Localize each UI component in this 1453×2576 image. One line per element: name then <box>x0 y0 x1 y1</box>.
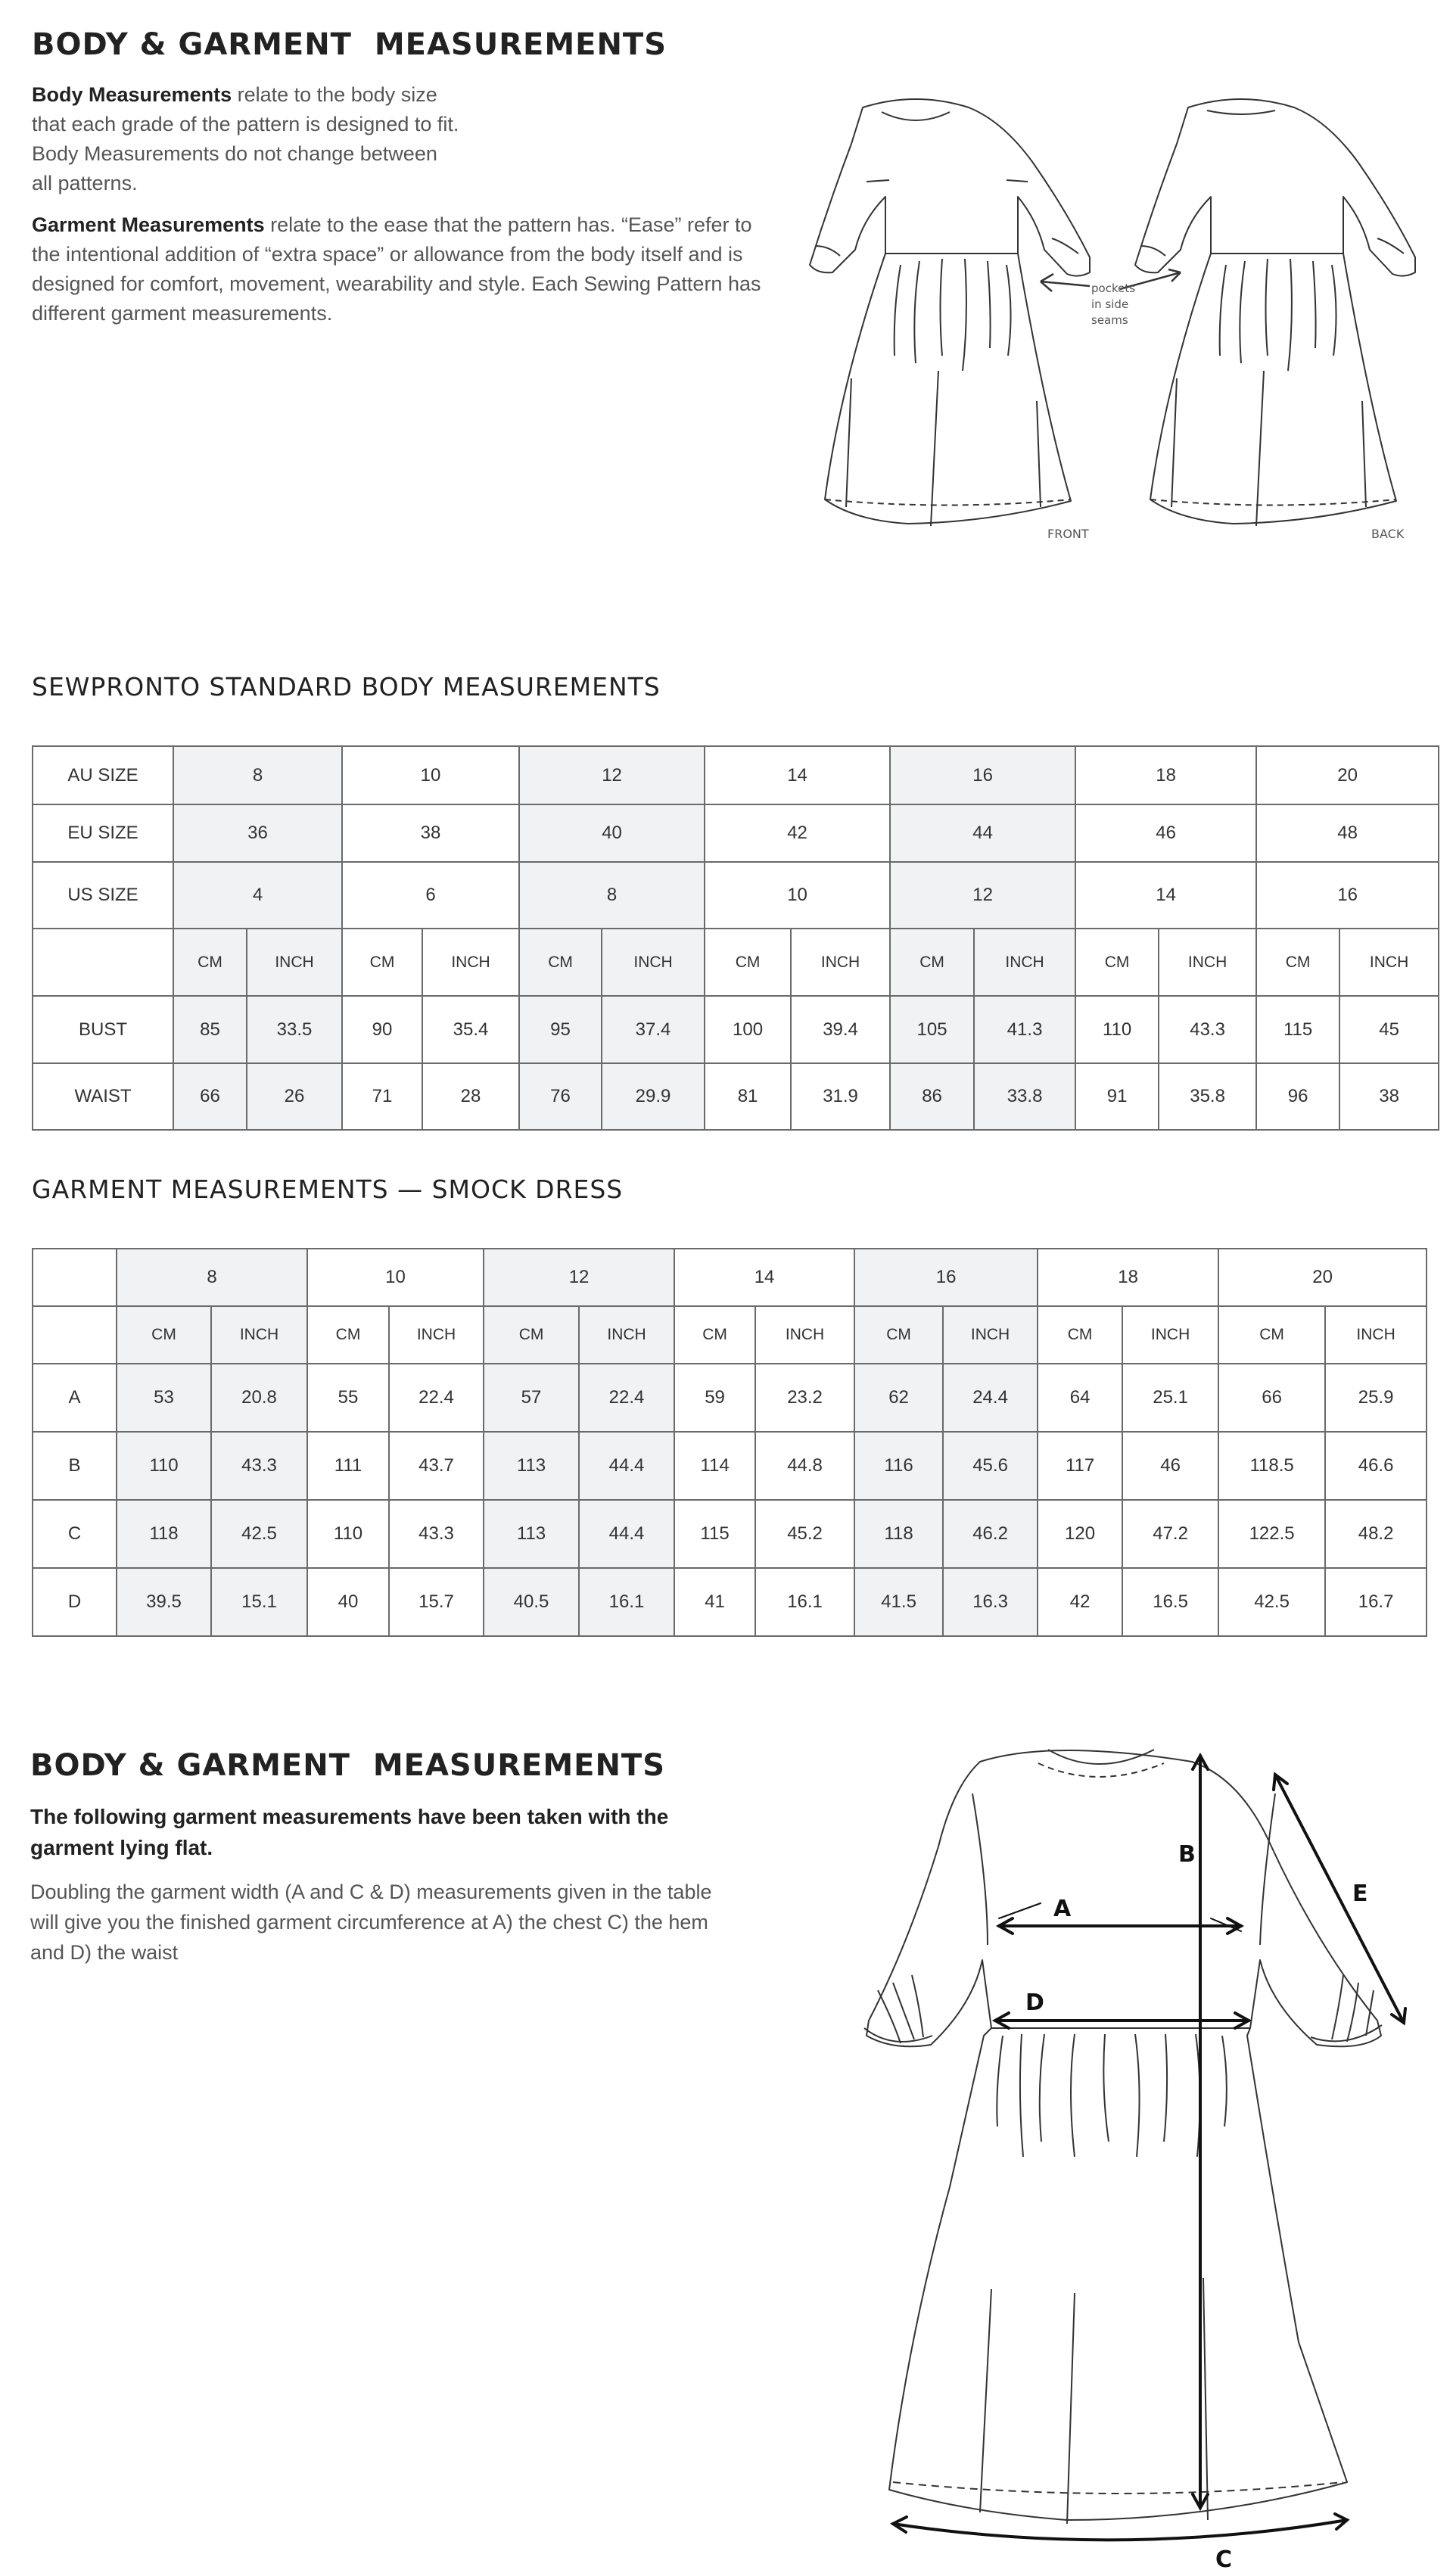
value-cell: 37.4 <box>602 996 705 1063</box>
size-cell: 8 <box>117 1249 307 1306</box>
unit-cell: CM <box>484 1306 579 1364</box>
row-label: AU SIZE <box>33 746 173 804</box>
size-cell: 48 <box>1256 804 1439 862</box>
value-cell: 120 <box>1038 1500 1122 1568</box>
size-cell: 18 <box>1038 1249 1218 1306</box>
value-cell: 44.4 <box>579 1500 674 1568</box>
unit-cell: CM <box>890 929 974 996</box>
value-cell: 96 <box>1256 1063 1339 1130</box>
section-title-2: BODY & GARMENT MEASUREMENTS <box>30 1748 666 1783</box>
value-cell: 16.3 <box>943 1568 1038 1636</box>
value-cell: 15.7 <box>389 1568 484 1636</box>
value-cell: 45 <box>1339 996 1439 1063</box>
size-cell: 20 <box>1256 746 1439 804</box>
size-cell: 20 <box>1218 1249 1427 1306</box>
value-cell: 110 <box>1075 996 1159 1063</box>
size-cell: 42 <box>705 804 890 862</box>
value-cell: 31.9 <box>791 1063 890 1130</box>
value-cell: 57 <box>484 1364 579 1432</box>
measurement-row-b <box>33 1432 1427 1500</box>
value-cell: 115 <box>1256 996 1339 1063</box>
value-cell: 42.5 <box>1218 1568 1325 1636</box>
body-measurements-label: Body Measurements <box>32 83 232 106</box>
blank-cell <box>33 929 173 996</box>
unit-cell: INCH <box>389 1306 484 1364</box>
value-cell: 47.2 <box>1122 1500 1218 1568</box>
back-dress-sketch <box>1135 99 1415 526</box>
label-b: B <box>1178 1841 1196 1868</box>
label-a: A <box>1053 1896 1072 1922</box>
lying-flat-note: The following garment measurements have been taken with the garment lying flat. <box>30 1805 669 1859</box>
blank-cell <box>33 1249 117 1306</box>
value-cell: 42 <box>1038 1568 1122 1636</box>
size-cell: 46 <box>1075 804 1256 862</box>
value-cell: 118 <box>854 1500 943 1568</box>
measurement-row-a <box>33 1364 1427 1432</box>
row-label: BUST <box>33 996 173 1063</box>
unit-cell: INCH <box>943 1306 1038 1364</box>
value-cell: 16.7 <box>1325 1568 1427 1636</box>
dress-front-back-illustration <box>787 83 1453 552</box>
value-cell: 22.4 <box>389 1364 484 1432</box>
unit-cell: INCH <box>1339 929 1439 996</box>
garment-table-title: GARMENT MEASUREMENTS — SMOCK DRESS <box>32 1174 624 1204</box>
value-cell: 22.4 <box>579 1364 674 1432</box>
unit-cell: CM <box>854 1306 943 1364</box>
arrow-c <box>893 2520 1347 2540</box>
row-label: D <box>33 1568 117 1636</box>
garment-measurements-paragraph: Garment Measurements relate to the ease that the pattern has. “Ease” refer to the intentional addition of “extra space” or allowance from the body itself and is designed for comfort, movement, wearability and style. Each Sewing Pattern has different garment measurements. <box>32 213 761 325</box>
size-cell: 14 <box>1075 862 1256 929</box>
size-cell: 8 <box>173 746 342 804</box>
size-cell: 12 <box>484 1249 674 1306</box>
value-cell: 113 <box>484 1500 579 1568</box>
garment-measurements-label: Garment Measurements <box>32 213 265 236</box>
value-cell: 15.1 <box>211 1568 307 1636</box>
us-size-row <box>33 862 1439 929</box>
value-cell: 25.9 <box>1325 1364 1427 1432</box>
value-cell: 117 <box>1038 1432 1122 1500</box>
measurement-row-d <box>33 1568 1427 1636</box>
units-row <box>33 929 1439 996</box>
size-cell: 40 <box>519 804 705 862</box>
unit-cell: INCH <box>422 929 519 996</box>
size-cell: 12 <box>519 746 705 804</box>
unit-cell: CM <box>173 929 247 996</box>
unit-cell: INCH <box>211 1306 307 1364</box>
value-cell: 41.5 <box>854 1568 943 1636</box>
blank-cell <box>33 1306 117 1364</box>
unit-cell: INCH <box>579 1306 674 1364</box>
unit-cell: CM <box>705 929 791 996</box>
value-cell: 46.2 <box>943 1500 1038 1568</box>
value-cell: 71 <box>342 1063 422 1130</box>
value-cell: 115 <box>674 1500 755 1568</box>
unit-cell: INCH <box>1325 1306 1427 1364</box>
size-cell: 10 <box>705 862 890 929</box>
unit-cell: INCH <box>1159 929 1256 996</box>
value-cell: 81 <box>705 1063 791 1130</box>
unit-cell: CM <box>307 1306 389 1364</box>
unit-cell: INCH <box>602 929 705 996</box>
back-label: BACK <box>1371 527 1405 541</box>
value-cell: 64 <box>1038 1364 1122 1432</box>
unit-cell: INCH <box>1122 1306 1218 1364</box>
unit-cell: CM <box>1075 929 1159 996</box>
eu-size-row <box>33 804 1439 862</box>
value-cell: 59 <box>674 1364 755 1432</box>
sizes-row <box>33 1249 1427 1306</box>
value-cell: 41 <box>674 1568 755 1636</box>
value-cell: 43.3 <box>389 1500 484 1568</box>
value-cell: 26 <box>247 1063 342 1130</box>
value-cell: 43.3 <box>211 1432 307 1500</box>
value-cell: 24.4 <box>943 1364 1038 1432</box>
pocket-note-line-1: pockets <box>1091 282 1136 295</box>
value-cell: 95 <box>519 996 602 1063</box>
value-cell: 113 <box>484 1432 579 1500</box>
size-cell: 10 <box>307 1249 484 1306</box>
unit-cell: INCH <box>791 929 890 996</box>
waist-row <box>33 1063 1439 1130</box>
value-cell: 23.2 <box>755 1364 854 1432</box>
value-cell: 43.7 <box>389 1432 484 1500</box>
value-cell: 38 <box>1339 1063 1439 1130</box>
units-row <box>33 1306 1427 1364</box>
value-cell: 28 <box>422 1063 519 1130</box>
size-cell: 4 <box>173 862 342 929</box>
label-d: D <box>1025 1990 1044 2016</box>
unit-cell: CM <box>519 929 602 996</box>
section-title: BODY & GARMENT MEASUREMENTS <box>32 27 667 62</box>
value-cell: 20.8 <box>211 1364 307 1432</box>
value-cell: 35.4 <box>422 996 519 1063</box>
unit-cell: INCH <box>974 929 1075 996</box>
value-cell: 116 <box>854 1432 943 1500</box>
value-cell: 45.6 <box>943 1432 1038 1500</box>
value-cell: 16.1 <box>579 1568 674 1636</box>
row-label: B <box>33 1432 117 1500</box>
unit-cell: INCH <box>755 1306 854 1364</box>
value-cell: 48.2 <box>1325 1500 1427 1568</box>
size-cell: 16 <box>854 1249 1038 1306</box>
value-cell: 41.3 <box>974 996 1075 1063</box>
value-cell: 44.4 <box>579 1432 674 1500</box>
value-cell: 44.8 <box>755 1432 854 1500</box>
row-label: EU SIZE <box>33 804 173 862</box>
measurement-row-c <box>33 1500 1427 1568</box>
value-cell: 16.1 <box>755 1568 854 1636</box>
unit-cell: CM <box>342 929 422 996</box>
garment-measurement-diagram <box>848 1733 1438 2573</box>
row-label: US SIZE <box>33 862 173 929</box>
value-cell: 85 <box>173 996 247 1063</box>
row-label: A <box>33 1364 117 1432</box>
value-cell: 53 <box>117 1364 211 1432</box>
size-cell: 10 <box>342 746 519 804</box>
value-cell: 43.3 <box>1159 996 1256 1063</box>
front-dress-sketch <box>810 99 1090 526</box>
value-cell: 100 <box>705 996 791 1063</box>
value-cell: 45.2 <box>755 1500 854 1568</box>
row-label: C <box>33 1500 117 1568</box>
value-cell: 39.4 <box>791 996 890 1063</box>
size-cell: 36 <box>173 804 342 862</box>
body-table-title: SEWPRONTO STANDARD BODY MEASUREMENTS <box>32 672 661 702</box>
garment-measurements-table <box>32 1248 1427 1637</box>
value-cell: 111 <box>307 1432 389 1500</box>
value-cell: 46.6 <box>1325 1432 1427 1500</box>
size-cell: 18 <box>1075 746 1256 804</box>
value-cell: 118 <box>117 1500 211 1568</box>
size-cell: 38 <box>342 804 519 862</box>
pocket-note-line-2: in side <box>1091 297 1129 311</box>
value-cell: 118.5 <box>1218 1432 1325 1500</box>
value-cell: 55 <box>307 1364 389 1432</box>
value-cell: 66 <box>173 1063 247 1130</box>
unit-cell: CM <box>1256 929 1339 996</box>
body-measurements-table <box>32 745 1439 1131</box>
unit-cell: CM <box>1218 1306 1325 1364</box>
size-cell: 16 <box>890 746 1075 804</box>
pocket-note-line-3: seams <box>1091 313 1128 327</box>
value-cell: 35.8 <box>1159 1063 1256 1130</box>
value-cell: 114 <box>674 1432 755 1500</box>
label-e: E <box>1352 1881 1368 1907</box>
size-cell: 14 <box>674 1249 854 1306</box>
size-cell: 44 <box>890 804 1075 862</box>
unit-cell: CM <box>117 1306 211 1364</box>
doubling-note: Doubling the garment width (A and C & D) measurements given in the table will give you the finished garment circumference at A) the chest C) the hem and D) the waist <box>30 1881 712 1964</box>
value-cell: 39.5 <box>117 1568 211 1636</box>
value-cell: 62 <box>854 1364 943 1432</box>
bust-row <box>33 996 1439 1063</box>
value-cell: 40.5 <box>484 1568 579 1636</box>
front-label: FRONT <box>1047 527 1089 541</box>
size-cell: 6 <box>342 862 519 929</box>
value-cell: 33.5 <box>247 996 342 1063</box>
unit-cell: CM <box>1038 1306 1122 1364</box>
value-cell: 42.5 <box>211 1500 307 1568</box>
size-cell: 8 <box>519 862 705 929</box>
arrow-e <box>1275 1775 1404 2023</box>
au-size-row <box>33 746 1439 804</box>
value-cell: 122.5 <box>1218 1500 1325 1568</box>
size-cell: 14 <box>705 746 890 804</box>
value-cell: 110 <box>307 1500 389 1568</box>
value-cell: 46 <box>1122 1432 1218 1500</box>
unit-cell: INCH <box>247 929 342 996</box>
row-label: WAIST <box>33 1063 173 1130</box>
label-c: C <box>1215 2546 1233 2573</box>
value-cell: 33.8 <box>974 1063 1075 1130</box>
value-cell: 29.9 <box>602 1063 705 1130</box>
unit-cell: CM <box>674 1306 755 1364</box>
value-cell: 90 <box>342 996 422 1063</box>
value-cell: 91 <box>1075 1063 1159 1130</box>
size-cell: 12 <box>890 862 1075 929</box>
value-cell: 40 <box>307 1568 389 1636</box>
value-cell: 110 <box>117 1432 211 1500</box>
value-cell: 86 <box>890 1063 974 1130</box>
value-cell: 105 <box>890 996 974 1063</box>
value-cell: 25.1 <box>1122 1364 1218 1432</box>
value-cell: 66 <box>1218 1364 1325 1432</box>
value-cell: 16.5 <box>1122 1568 1218 1636</box>
value-cell: 76 <box>519 1063 602 1130</box>
body-measurements-paragraph: Body Measurements relate to the body size that each grade of the pattern is designed to fit. Body Measurements do not change between all patterns. <box>32 83 459 194</box>
size-cell: 16 <box>1256 862 1439 929</box>
